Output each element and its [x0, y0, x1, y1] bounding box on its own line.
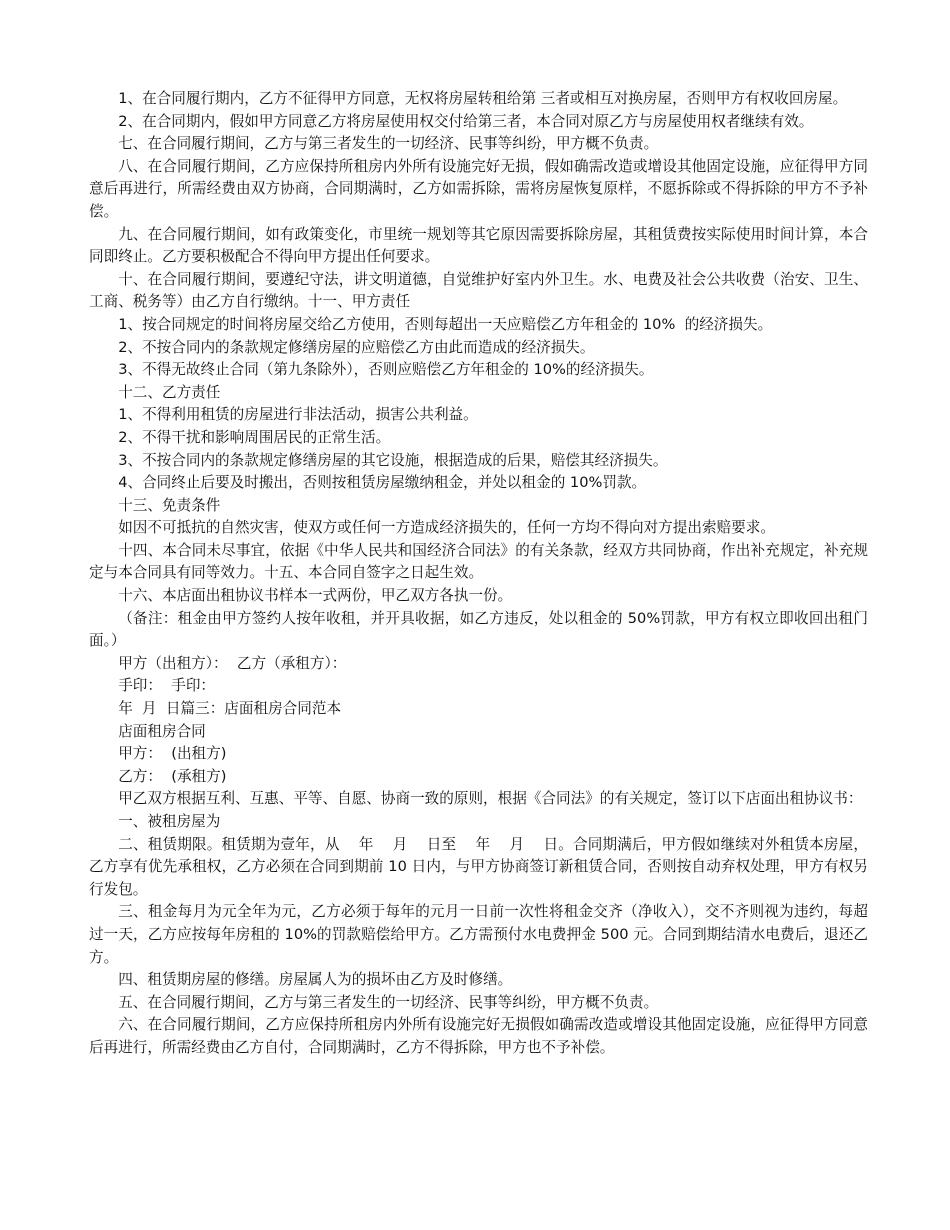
force-majeure-clause: 如因不可抵抗的自然灾害，使双方或任何一方造成经济损失的，任何一方均不得向对方提出索赔要求。 — [118, 519, 775, 537]
signature-date: 年 月 日篇三：店面租房合同范本 — [118, 700, 342, 718]
article-6-facilities: 六、在合同履行期间，乙方应保持所租房内外所有设施完好无损假如确需改造或增设其他固定设施，应征得甲方同意后再进行，所需经费由乙方自付，合同期满时，乙方不得拆除，甲方也不予补偿。 — [89, 1016, 868, 1056]
clause-1-sublet: 1、在合同履行期内，乙方不征得甲方同意，无权将房屋转租给第 三者或相互对换房屋，否则甲方有权收回房屋。 — [118, 90, 848, 107]
article-5-disputes: 五、在合同履行期间，乙方与第三者发生的一切经济、民事等纠纷，甲方概不负责。 — [118, 993, 659, 1011]
party-a-duty-2: 2、不按合同内的条款规定修缮房屋的应赔偿乙方由此而造成的经济损失。 — [118, 338, 595, 356]
clause-16-copies: 十六、本店面出租协议书样本一式两份，甲乙双方各执一份。 — [118, 587, 513, 605]
section-12-heading: 十二、乙方责任 — [118, 383, 221, 401]
clause-14-supplement: 十四、本合同未尽事宜，依据《中华人民共和国经济合同法》的有关条款，经双方共同协商，作出补充规定，补充规定与本合同具有同等效力。十五、本合同自签字之日起生效。 — [89, 541, 868, 582]
clause-8-facilities: 八、在合同履行期间，乙方应保持所租房内外所有设施完好无损，假如确需改造或增设其他固定设施，应征得甲方同意后再进行，所需经费由双方协商，合同期满时，乙方如需拆除，需将房屋恢复原样，不愿拆除或不得拆除的甲方不予补偿。 — [89, 157, 868, 220]
party-b-duty-1: 1、不得利用租赁的房屋进行非法活动，损害公共利益。 — [118, 406, 478, 424]
party-a-duty-1: 1、按合同规定的时间将房屋交给乙方使用，否则每超出一天应赔偿乙方年租金的 10% 的经济损失。 — [118, 315, 773, 333]
article-2-term: 二、租赁期限。租赁期为壹年，从 年 月 日至 年 月 日。合同期满后，甲方假如继续对外租赁本房屋，乙方享有优先承租权，乙方必须在合同到期前 10 日内，与甲方协商签订新租赁合同，否则按自动弃权处理，甲方有权另行发包。 — [89, 835, 868, 898]
party-b-duty-4: 4、合同终止后要及时搬出，否则按租赁房屋缴纳租金，并处以租金的 10%罚款。 — [118, 474, 647, 492]
party-b-duty-3: 3、不按合同内的条款规定修缮房屋的其它设施，根据造成的后果，赔偿其经济损失。 — [118, 451, 668, 469]
signature-handprint: 手印： 手印： — [118, 677, 216, 695]
signature-parties: 甲方（出租方）： 乙方（承租方）： — [118, 654, 347, 672]
article-4-repairs: 四、租赁期房屋的修缮。房屋属人为的损坏由乙方及时修缮。 — [118, 971, 513, 989]
article-3-rent: 三、租金每月为元全年为元，乙方必须于每年的元月一日前一次性将租金交齐（净收入），交不齐则视为违约，每超过一天，乙方应按每年房租的 10%的罚款赔偿给甲方。乙方需预付水电费押金 500 元。合同到期结清水电费后，退还乙方。 — [89, 903, 868, 966]
clause-2-transfer: 2、在合同期内，假如甲方同意乙方将房屋使用权交付给第三者，本合同对原乙方与房屋使用权者继续有效。 — [118, 112, 814, 130]
clause-9-demolition: 九、在合同履行期间，如有政策变化，市里统一规划等其它原因需要拆除房屋，其租赁费按实际使用时间计算，本合同即终止。乙方要积极配合不得向甲方提出任何要求。 — [89, 225, 868, 266]
party-b-duty-2: 2、不得干扰和影响周围居民的正常生活。 — [118, 428, 391, 446]
clause-7-disputes: 七、在合同履行期间，乙方与第三者发生的一切经济、民事等纠纷，甲方概不负责。 — [118, 135, 659, 153]
contract-preamble: 甲乙双方根据互利、互惠、平等、自愿、协商一致的原则，根据《合同法》的有关规定，签订以下店面出租协议书： — [118, 790, 863, 808]
clause-10-conduct: 十、在合同履行期间，要遵纪守法，讲文明道德，自觉维护好室内外卫生。水、电费及社会公共收费（治安、卫生、工商、税务等）由乙方自行缴纳。十一、甲方责任 — [89, 270, 868, 311]
document-body — [89, 88, 868, 1060]
contract-title: 店面租房合同 — [118, 722, 206, 740]
party-b-line: 乙方： (承租方) — [118, 767, 227, 785]
remark-note: （备注：租金由甲方签约人按年收租，并开具收据，如乙方违反，处以租金的 50%罚款，甲方有权立即收回出租门面。） — [89, 609, 868, 650]
section-13-heading: 十三、免责条件 — [118, 496, 221, 514]
party-a-duty-3: 3、不得无故终止合同（第九条除外），否则应赔偿乙方年租金的 10%的经济损失。 — [118, 361, 654, 379]
article-1-premises: 一、被租房屋为 — [118, 813, 221, 830]
party-a-line: 甲方： (出租方) — [118, 745, 227, 763]
